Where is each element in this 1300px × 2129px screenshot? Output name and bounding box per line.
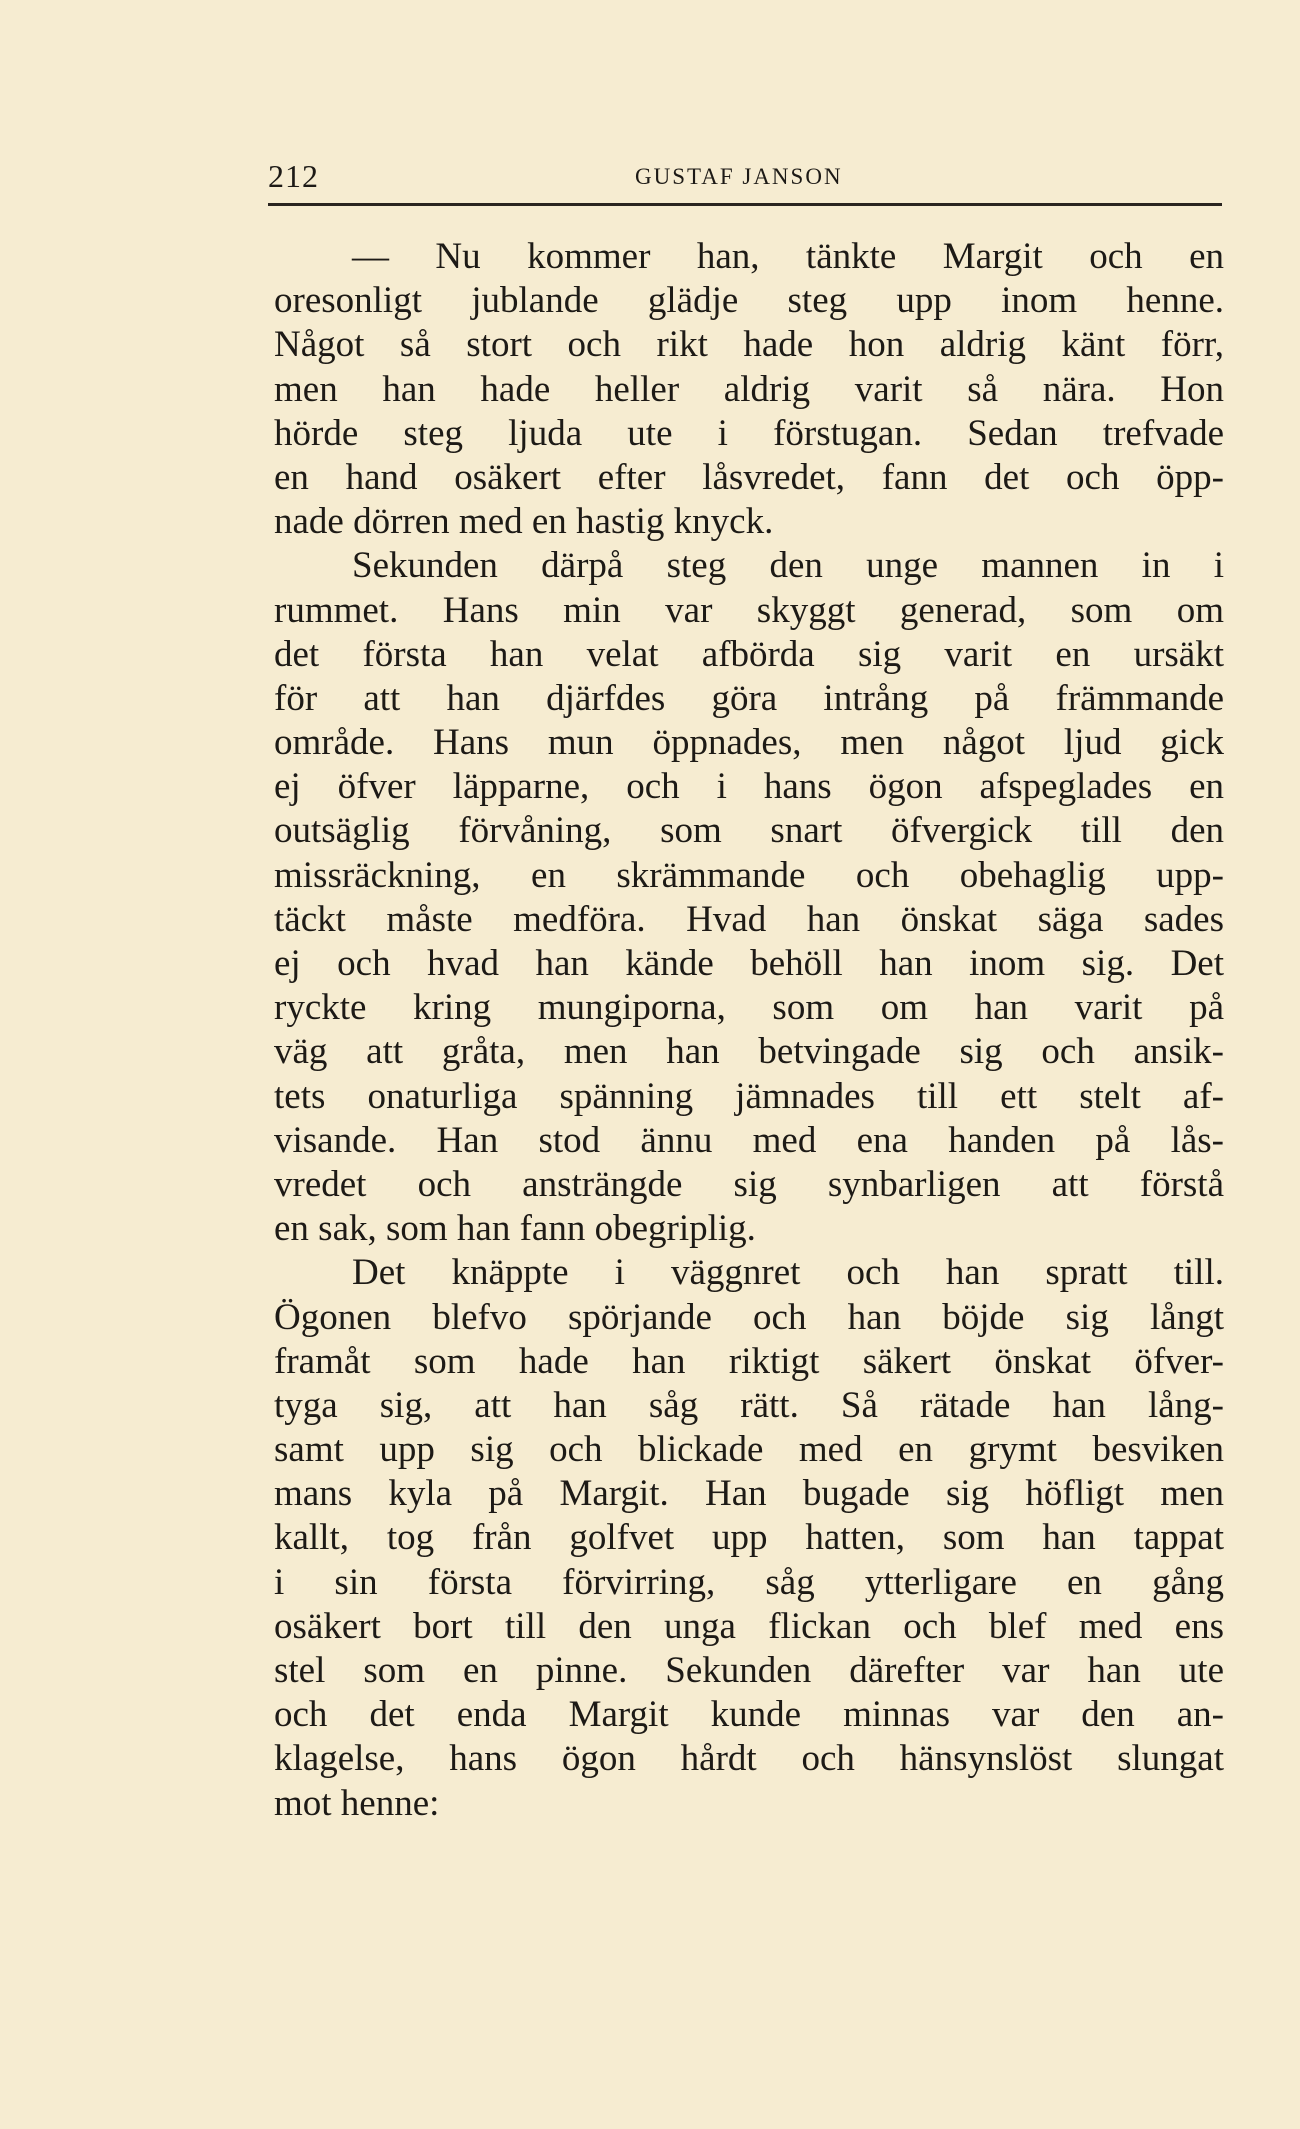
text-line: en sak, som han fann obegriplig. [274,1208,756,1250]
text-line: en hand osäkert efter låsvredet, fann det och öpp- [274,456,1224,498]
text-line: och det enda Margit kunde minnas var den an- [274,1694,1224,1736]
text-line: täckt måste medföra. Hvad han önskat säga sades [274,898,1224,940]
text-line: stel som en pinne. Sekunden därefter var han ute [274,1650,1224,1691]
text-line: område. Hans mun öppnades, men något ljud gick [274,722,1224,764]
text-line: hörde steg ljuda ute i förstugan. Sedan trefvade [274,412,1224,454]
text-line: Det knäppte i väggnret och han spratt till. [352,1252,1224,1294]
text-line: osäkert bort till den unga flickan och blef med ens [274,1605,1224,1647]
text-line: ej öfver läpparne, och i hans ögon afspeglades en [274,766,1224,808]
text-line: det första han velat afbörda sig varit en ursäkt [274,633,1224,675]
text-line: mot henne: [274,1782,440,1824]
text-line: kallt, tog från golfvet upp hatten, som han tappat [274,1517,1224,1559]
text-line: Ögonen blefvo spörjande och han böjde sig långt [274,1296,1224,1338]
text-line: vredet och ansträngde sig synbarligen att förstå [274,1163,1224,1205]
text-line: väg att gråta, men han betvingade sig och ansik- [274,1031,1224,1073]
text-line: tyga sig, att han såg rätt. Så rätade han lång- [274,1384,1224,1426]
page-number: 212 [268,158,319,194]
header-rule [268,203,1222,206]
text-line: ej och hvad han kände behöll han inom sig. Det [274,943,1224,984]
text-line: men han hade heller aldrig varit så nära. Hon [274,368,1224,410]
text-line: för att han djärfdes göra intrång på främmande [274,677,1224,719]
text-line: Sekunden därpå steg den unge mannen in i [352,545,1224,587]
text-line: framåt som hade han riktigt säkert önskat öfver- [274,1340,1224,1382]
text-line: samt upp sig och blickade med en grymt besviken [274,1429,1224,1471]
body-text [274,235,1224,1826]
text-line: i sin första förvirring, såg ytterligare en gång [274,1561,1224,1603]
text-line: nade dörren med en hastig knyck. [274,501,774,543]
text-line: oresonligt jublande glädje steg upp inom henne. [274,280,1224,322]
running-head: GUSTAF JANSON [635,164,843,189]
text-line: mans kyla på Margit. Han bugade sig höfligt men [274,1473,1224,1515]
text-line: rummet. Hans min var skyggt generad, som om [274,589,1224,631]
text-line: Något så stort och rikt hade hon aldrig känt förr, [274,324,1224,366]
text-line: missräckning, en skrämmande och obehaglig upp- [274,854,1224,896]
text-line: klagelse, hans ögon hårdt och hänsynslöst slungat [274,1738,1224,1780]
text-line: outsäglig förvåning, som snart öfvergick till den [274,810,1224,852]
text-line: ryckte kring mungiporna, som om han varit på [274,987,1224,1029]
text-line: tets onaturliga spänning jämnades till ett stelt af- [274,1075,1224,1117]
text-line: visande. Han stod ännu med ena handen på lås- [274,1119,1224,1161]
text-line: — Nu kommer han, tänkte Margit och en [352,236,1224,277]
page-header [268,150,1230,200]
